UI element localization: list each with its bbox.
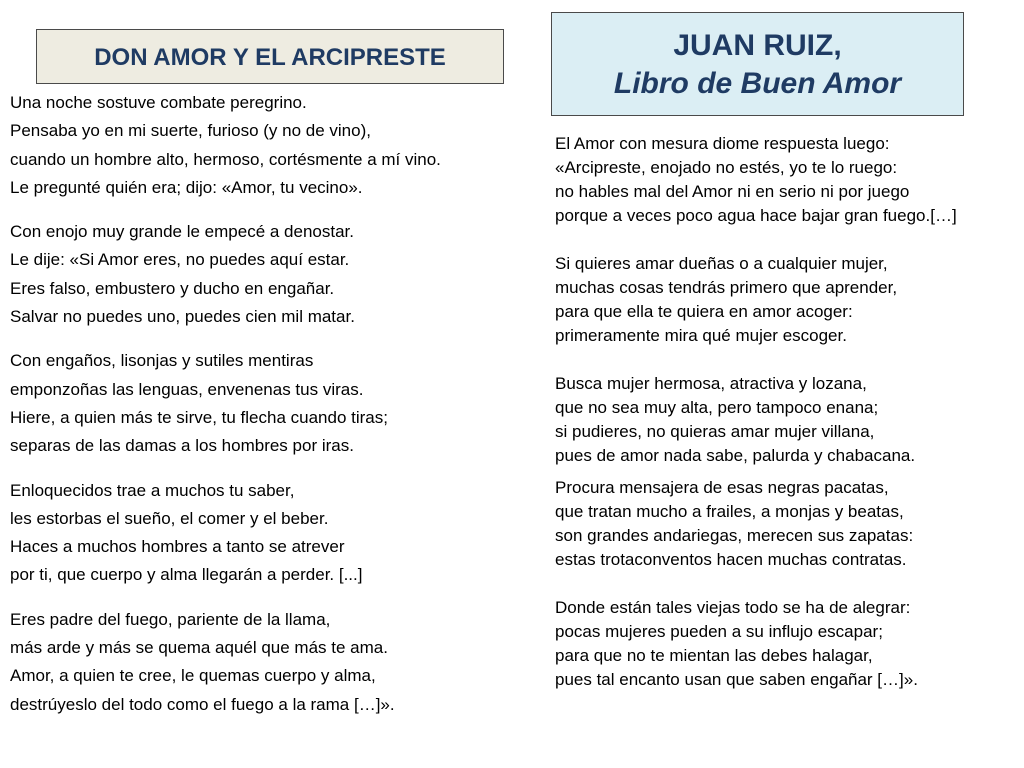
verse-line: Con engaños, lisonjas y sutiles mentiras	[10, 351, 314, 371]
stanza	[555, 372, 1015, 468]
stanza	[555, 252, 1015, 348]
verse-line: El Amor con mesura diome respuesta luego:	[555, 134, 890, 153]
right-title-box	[551, 12, 964, 116]
verse-line: Si quieres amar dueñas o a cualquier mujer,	[555, 254, 888, 273]
verse-line: Eres padre del fuego, pariente de la llama,	[10, 609, 331, 629]
verse-line: pues de amor nada sabe, palurda y chabacana.	[555, 446, 916, 465]
verse-line: Donde están tales viejas todo se ha de alegrar:	[555, 598, 911, 617]
verse-line: «Arcipreste, enojado no estés, yo te lo ruego:	[555, 158, 898, 177]
verse-line: Le dije: «Si Amor eres, no puedes aquí estar.	[10, 250, 350, 270]
verse-line: Con enojo muy grande le empecé a denostar.	[10, 222, 355, 242]
verse-line: estas trotaconventos hacen muchas contratas.	[555, 550, 907, 569]
verse-line: Enloquecidos trae a muchos tu saber,	[10, 480, 295, 500]
verse-line: Hiere, a quien más te sirve, tu flecha cuando tiras;	[10, 407, 388, 427]
verse-line: Le pregunté quién era; dijo: «Amor, tu vecino».	[10, 177, 363, 197]
verse-line: Procura mensajera de esas negras pacatas,	[555, 478, 889, 497]
verse-line: Amor, a quien te cree, le quemas cuerpo y alma,	[10, 666, 376, 686]
verse-line: Pensaba yo en mi suerte, furioso (y no de vino),	[10, 121, 371, 141]
verse-line: si pudieres, no quieras amar mujer villana,	[555, 422, 875, 441]
author-name: JUAN RUIZ,	[673, 29, 842, 62]
verse-line: separas de las damas a los hombres por iras.	[10, 436, 354, 456]
verse-line: Salvar no puedes uno, puedes cien mil matar.	[10, 307, 355, 327]
verse-line: por ti, que cuerpo y alma llegarán a perder. [...]	[10, 565, 363, 585]
verse-line: más arde y más se quema aquél que más te ama.	[10, 638, 388, 658]
left-title-box	[36, 29, 504, 84]
verse-line: Una noche sostuve combate peregrino.	[10, 93, 307, 112]
stanza	[10, 89, 530, 202]
verse-line: destrúyeslo del todo como el fuego a la rama […]».	[10, 694, 395, 714]
verse-line: son grandes andariegas, merecen sus zapatas:	[555, 526, 914, 545]
stanza	[10, 477, 530, 590]
verse-line: porque a veces poco agua hace bajar gran fuego.[…]	[555, 206, 957, 225]
stanza	[10, 218, 530, 331]
verse-line: cuando un hombre alto, hermoso, cortésmente a mí vino.	[10, 149, 441, 169]
verse-line: para que ella te quiera en amor acoger:	[555, 302, 853, 321]
verse-line: muchas cosas tendrás primero que aprender,	[555, 278, 898, 297]
right-poem-column	[555, 132, 1015, 692]
verse-line: pues tal encanto usan que saben engañar […]».	[555, 670, 918, 689]
verse-line: pocas mujeres pueden a su influjo escapar;	[555, 622, 883, 641]
verse-line: para que no te mientan las debes halagar,	[555, 646, 873, 665]
stanza	[10, 606, 530, 719]
verse-line: emponzoñas las lenguas, envenenas tus viras.	[10, 379, 364, 399]
stanza	[555, 476, 1015, 572]
stanza	[10, 347, 530, 460]
stanza	[555, 596, 1015, 692]
verse-line: Haces a muchos hombres a tanto se atrever	[10, 537, 345, 557]
verse-line: primeramente mira qué mujer escoger.	[555, 326, 847, 345]
left-poem-column	[10, 89, 530, 719]
left-title: DON AMOR Y EL ARCIPRESTE	[94, 44, 446, 71]
verse-line: que tratan mucho a frailes, a monjas y beatas,	[555, 502, 904, 521]
verse-line: que no sea muy alta, pero tampoco enana;	[555, 398, 879, 417]
stanza	[555, 132, 1015, 228]
verse-line: Busca mujer hermosa, atractiva y lozana,	[555, 374, 867, 393]
verse-line: no hables mal del Amor ni en serio ni por juego	[555, 182, 910, 201]
verse-line: Eres falso, embustero y ducho en engañar.	[10, 278, 335, 298]
work-title: Libro de Buen Amor	[613, 67, 902, 100]
verse-line: les estorbas el sueño, el comer y el beber.	[10, 508, 329, 528]
